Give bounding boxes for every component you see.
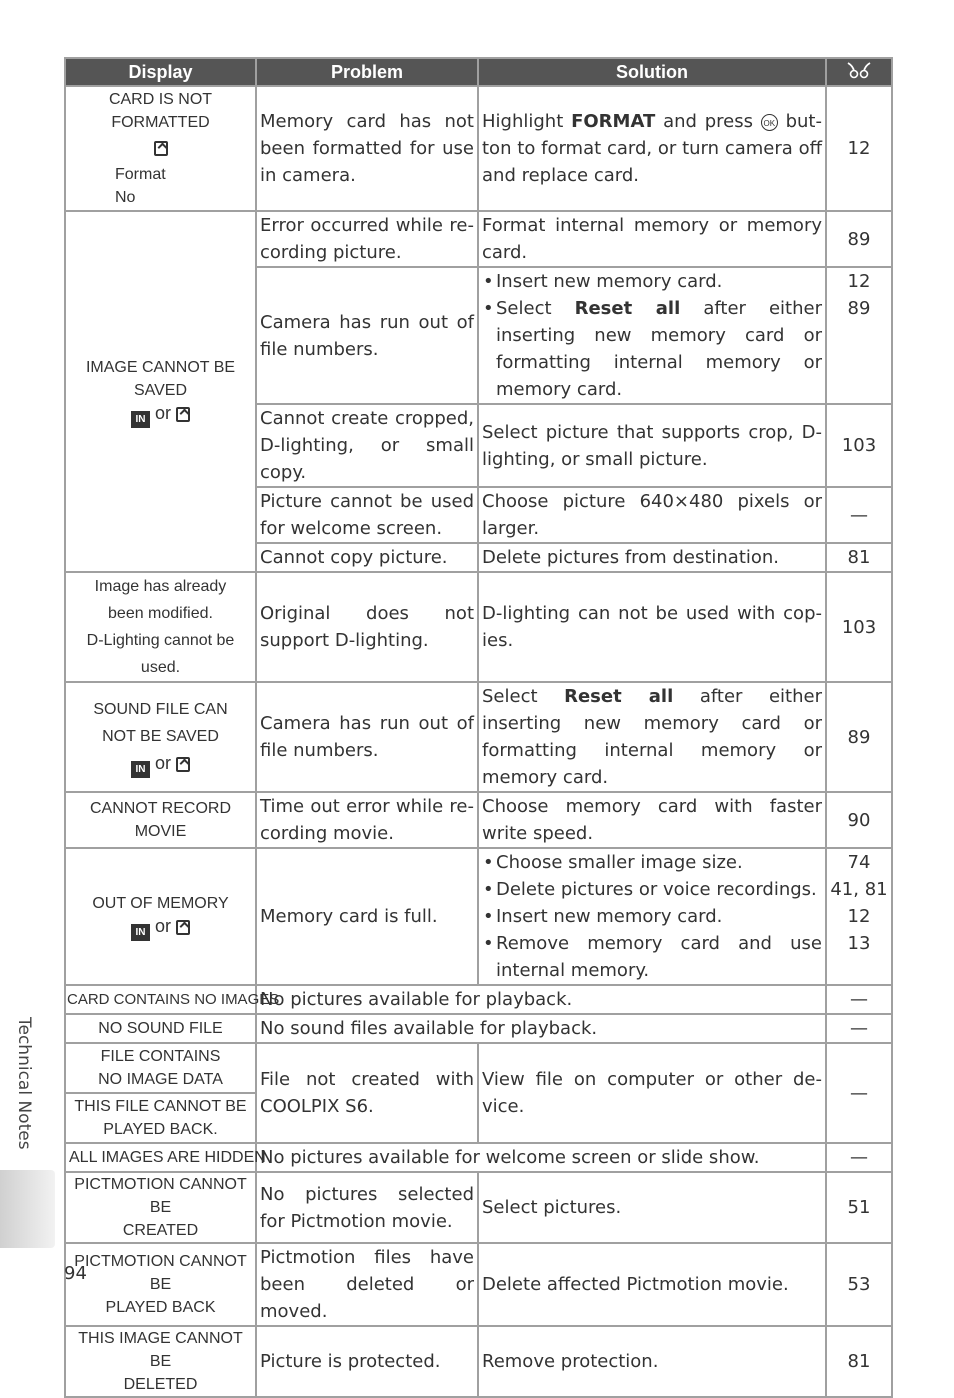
page-ref-cell: 103: [826, 404, 892, 487]
solution-bullet: • Insert new memory card.: [482, 268, 822, 295]
menu-option-no: No: [115, 189, 136, 206]
solution-cell: Choose picture 640×480 pixels or larger.: [478, 487, 826, 543]
table-row: [65, 1014, 892, 1043]
table-row: [65, 682, 892, 792]
solution-text: and press: [655, 111, 761, 132]
display-message: PLAYED BACK: [105, 1299, 216, 1316]
display-cell: CARD CONTAINS NO IMAGES: [65, 985, 256, 1014]
table-row: [65, 1326, 892, 1397]
page-ref-cell: 81: [826, 543, 892, 572]
page-ref: 13: [847, 933, 871, 954]
section-thumb-tab: [0, 1170, 55, 1248]
solution-cell: Delete pictures from destination.: [478, 543, 826, 572]
section-side-label: Technical Notes: [14, 1017, 34, 1150]
page-ref-cell: 103: [826, 572, 892, 682]
display-message: Image has already been modified.: [94, 578, 227, 622]
display-message: THIS IMAGE CANNOT BE: [78, 1330, 243, 1370]
page-ref-cell: [826, 267, 892, 404]
header-display: Display: [65, 58, 256, 86]
display-message: PICTMOTION CANNOT BE: [74, 1176, 247, 1216]
solution-bold: FORMAT: [571, 111, 656, 132]
display-cell: NO SOUND FILE: [65, 1014, 256, 1043]
display-message: SOUND FILE CAN: [93, 701, 228, 718]
solution-cell: Format internal memory or memory card.: [478, 211, 826, 267]
display-message: THIS FILE CANNOT BE: [74, 1098, 247, 1115]
display-message: D-Lighting cannot be used.: [86, 632, 235, 676]
page-ref-cell: —: [826, 1143, 892, 1172]
menu-option-format: Format: [115, 166, 166, 183]
display-cell: [65, 1326, 256, 1397]
problem-cell: No pictures available for playback.: [256, 985, 826, 1014]
display-cell: [65, 86, 256, 211]
display-message: OUT OF MEMORY: [92, 895, 229, 912]
table-row: [65, 1143, 892, 1172]
solution-cell: Select Reset all after either inserting new memory card or formatting internal memory or memory card.: [478, 682, 826, 792]
display-cell: [65, 572, 256, 682]
display-cell: [65, 1172, 256, 1243]
or-text: or: [149, 916, 176, 936]
page-number: 94: [64, 1263, 87, 1284]
solution-cell: View file on computer or other device.: [478, 1043, 826, 1143]
solution-cell: [478, 86, 826, 211]
display-cell: [65, 211, 256, 572]
display-cell: [65, 848, 256, 985]
header-problem: Problem: [256, 58, 478, 86]
or-text: or: [149, 402, 176, 423]
page-ref-cell: 51: [826, 1172, 892, 1243]
table-row: [65, 792, 892, 848]
solution-bullet: • Insert new memory card.: [482, 903, 822, 930]
table-row: [65, 572, 892, 682]
solution-cell: Select pictures.: [478, 1172, 826, 1243]
memory-card-icon: [176, 920, 190, 935]
problem-cell: Picture is protected.: [256, 1326, 478, 1397]
table-row: [65, 848, 892, 985]
page-ref-cell: [826, 848, 892, 985]
problem-cell: No sound files available for playback.: [256, 1014, 826, 1043]
problem-cell: Pictmotion files have been deleted or moved.: [256, 1243, 478, 1326]
memory-card-icon: [176, 757, 190, 772]
page-ref-cell: 89: [826, 682, 892, 792]
memory-card-icon: [154, 141, 168, 156]
page-ref: 89: [847, 298, 871, 319]
page-ref-cell: 12: [826, 86, 892, 211]
solution-cell: Choose memory card with faster write speed.: [478, 792, 826, 848]
problem-cell: Cannot copy picture.: [256, 543, 478, 572]
display-message: CREATED: [122, 1222, 199, 1239]
page-ref-cell: —: [826, 1014, 892, 1043]
problem-cell: Original does not support D-lighting.: [256, 572, 478, 682]
table-row: [65, 86, 892, 211]
solution-cell: Remove protection.: [478, 1326, 826, 1397]
page-ref-cell: 89: [826, 211, 892, 267]
internal-memory-icon: IN: [131, 761, 150, 778]
table-header-row: [65, 58, 892, 86]
solution-cell: [478, 848, 826, 985]
display-message: CARD IS NOT FORMATTED: [108, 91, 213, 131]
problem-cell: Camera has run out of file numbers.: [256, 267, 478, 404]
problem-cell: Time out error while recording movie.: [256, 792, 478, 848]
problem-cell: Camera has run out of file numbers.: [256, 682, 478, 792]
page-ref: 12: [847, 906, 871, 927]
problem-cell: Memory card has not been formatted for use in camera.: [256, 86, 478, 211]
solution-text: button to format card, or turn camera off and replace card.: [482, 111, 822, 186]
page-ref-cell: —: [826, 487, 892, 543]
solution-bullet: • Delete pictures or voice recordings.: [482, 876, 822, 903]
solution-bullet: • Select Reset all after either inserting new memory card or formatting internal memory or memory card.: [482, 295, 822, 403]
memory-card-icon: [176, 407, 190, 422]
page-ref-cell: —: [826, 1043, 892, 1143]
display-message: FILE CONTAINS: [100, 1048, 221, 1065]
solution-text: Highlight: [482, 111, 572, 132]
page-ref: 74: [847, 852, 871, 873]
internal-memory-icon: IN: [131, 411, 150, 428]
table-row: [65, 1043, 892, 1093]
error-messages-table: [64, 57, 893, 1398]
display-message: NO IMAGE DATA: [98, 1071, 223, 1088]
page-ref-cell: 53: [826, 1243, 892, 1326]
page-ref-cell: 90: [826, 792, 892, 848]
page-ref-cell: 81: [826, 1326, 892, 1397]
solution-bullet: • Remove memory card and use internal memory.: [482, 930, 822, 984]
solution-cell: Delete affected Pictmotion movie.: [478, 1243, 826, 1326]
problem-cell: Memory card is full.: [256, 848, 478, 985]
solution-cell: D-lighting can not be used with copies.: [478, 572, 826, 682]
display-cell: ALL IMAGES ARE HIDDEN: [65, 1143, 256, 1172]
or-text: or: [149, 753, 176, 773]
problem-cell: No pictures selected for Pictmotion movie.: [256, 1172, 478, 1243]
problem-cell: No pictures available for welcome screen or slide show.: [256, 1143, 826, 1172]
page-reference-icon: [846, 61, 872, 79]
display-message: DELETED: [123, 1376, 198, 1393]
page-ref-cell: —: [826, 985, 892, 1014]
display-message: PICTMOTION CANNOT BE: [74, 1253, 247, 1293]
solution-bullet: • Choose smaller image size.: [482, 849, 822, 876]
display-message: PLAYED BACK.: [103, 1121, 218, 1138]
problem-cell: Picture cannot be used for welcome screen.: [256, 487, 478, 543]
display-message: IMAGE CANNOT BE SAVED: [85, 358, 236, 399]
solution-cell: Select picture that supports crop, D-lighting, or small picture.: [478, 404, 826, 487]
table-row: [65, 1172, 892, 1243]
display-cell: CANNOT RECORD MOVIE: [65, 792, 256, 848]
display-cell: [65, 1043, 256, 1093]
header-solution: Solution: [478, 58, 826, 86]
problem-cell: Error occurred while recording picture.: [256, 211, 478, 267]
solution-cell: [478, 267, 826, 404]
internal-memory-icon: IN: [131, 924, 150, 941]
display-cell: [65, 682, 256, 792]
display-cell: [65, 1093, 256, 1143]
display-message: NOT BE SAVED: [102, 728, 219, 745]
problem-cell: Cannot create cropped, D-lighting, or small copy.: [256, 404, 478, 487]
table-row: [65, 211, 892, 267]
problem-cell: File not created with COOLPIX S6.: [256, 1043, 478, 1143]
table-row: [65, 985, 892, 1014]
page-ref: 41, 81: [830, 879, 888, 900]
page-ref: 12: [847, 271, 871, 292]
header-reference: [826, 58, 892, 86]
ok-button-icon: OK: [761, 114, 778, 131]
